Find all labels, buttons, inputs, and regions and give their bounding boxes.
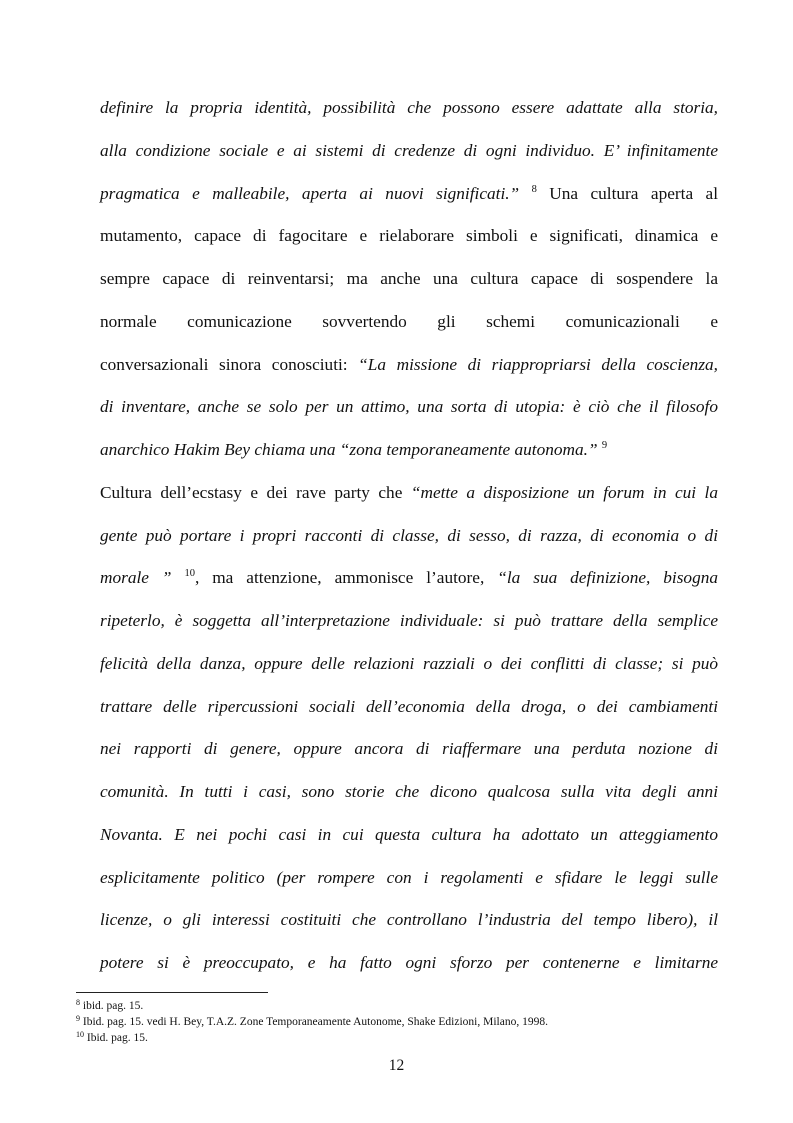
text-segment: Novanta. E nei pochi casi in cui questa cultura ha adottato un atteggiamento [100, 824, 718, 844]
text-line [100, 813, 718, 856]
text-segment: morale ” [100, 568, 185, 588]
text-line [100, 129, 718, 172]
text-segment: comunità. In tutti i casi, sono storie che dicono qualcosa sulla vita degli anni [100, 782, 718, 801]
text-segment: “la sua definizione, bisogna [497, 568, 718, 588]
text-segment: , ma attenzione, ammonisce l’autore, [194, 568, 498, 588]
text-line [100, 514, 718, 557]
footnote-text: Ibid. pag. 15. vedi H. Bey, T.A.Z. Zone Temporaneamente Autonome, Shake Edizioni, Milano, 1998. [80, 1016, 548, 1028]
text-segment: sempre capace di reinventarsi; ma anche una cultura capace di sospendere la [100, 269, 718, 288]
text-segment: ripeterlo, è soggetta all’interpretazione individuale: si può trattare della semplice [100, 611, 718, 630]
text-line [100, 727, 718, 770]
text-line [100, 385, 718, 428]
text-segment: trattare delle ripercussioni sociali dell’economia della droga, o dei cambiamenti [100, 696, 718, 716]
footnote [76, 1030, 148, 1046]
text-segment: esplicitamente politico (per rompere con i regolamenti e sfidare le leggi sulle [100, 867, 718, 887]
text-segment: mutamento, capace di fagocitare e rielaborare simboli e significati, dinamica e [100, 226, 718, 246]
text-segment: pragmatica e malleabile, aperta ai nuovi significati.” [100, 183, 532, 203]
text-segment: alla condizione sociale e ai sistemi di credenze di ogni individuo. E’ infinitamente [100, 140, 718, 160]
footnote [76, 1014, 548, 1030]
text-line [100, 599, 718, 642]
text-line [100, 257, 718, 300]
text-line [100, 343, 718, 386]
text-line [100, 856, 718, 899]
text-line [100, 770, 718, 813]
text-segment: Una cultura aperta al [536, 183, 719, 203]
text-line [100, 86, 718, 129]
text-segment: definire la propria identità, possibilità che possono essere adattate alla storia, [100, 98, 718, 117]
text-segment: “La missione di riappropriarsi della coscienza, [358, 354, 719, 374]
footnote-number: 8 [76, 998, 80, 1007]
footnote-ref: 10 [184, 568, 195, 580]
text-line [100, 685, 718, 728]
text-segment: nei rapporti di genere, oppure ancora di riaffermare una perduta nozione di [100, 739, 718, 759]
text-segment: normale comunicazione sovvertendo gli schemi comunicazionali e [100, 311, 718, 331]
text-segment: anarchico Hakim Bey chiama una “zona temporaneamente autonoma.” [100, 440, 602, 459]
footnote-number: 9 [76, 1014, 80, 1023]
text-segment: gente può portare i propri racconti di classe, di sesso, di razza, di economia o di [100, 525, 718, 545]
text-segment: licenze, o gli interessi costituiti che controllano l’industria del tempo libero), il [100, 910, 718, 930]
footnote-text: ibid. pag. 15. [80, 1000, 144, 1012]
text-line [100, 172, 718, 215]
text-segment: potere si è preoccupato, e ha fatto ogni sforzo per contenerne e limitarne [100, 953, 718, 972]
text-line [100, 214, 718, 257]
text-line [100, 642, 718, 685]
footnote [76, 998, 143, 1014]
text-segment: di inventare, anche se solo per un attimo, una sorta di utopia: è ciò che il filosofo [100, 397, 718, 417]
text-segment: felicità della danza, oppure delle relazioni razziali o dei conflitti di classe; si può [100, 653, 718, 673]
footnote-separator [76, 992, 268, 993]
text-segment: Cultura dell’ecstasy e dei rave party che [100, 482, 411, 502]
text-line [100, 556, 718, 599]
text-segment: conversazionali sinora conosciuti: [100, 354, 359, 374]
text-segment: “mette a disposizione un forum in cui la [410, 482, 718, 502]
text-line [100, 428, 718, 471]
page-number: 12 [388, 1057, 405, 1074]
text-line [100, 941, 718, 984]
footnote-ref: 9 [601, 440, 608, 451]
footnote-text: Ibid. pag. 15. [84, 1032, 148, 1044]
text-line [100, 300, 718, 343]
footnote-ref: 8 [531, 183, 537, 195]
text-line [100, 471, 718, 514]
footnote-number: 10 [76, 1030, 84, 1039]
text-line [100, 898, 718, 941]
